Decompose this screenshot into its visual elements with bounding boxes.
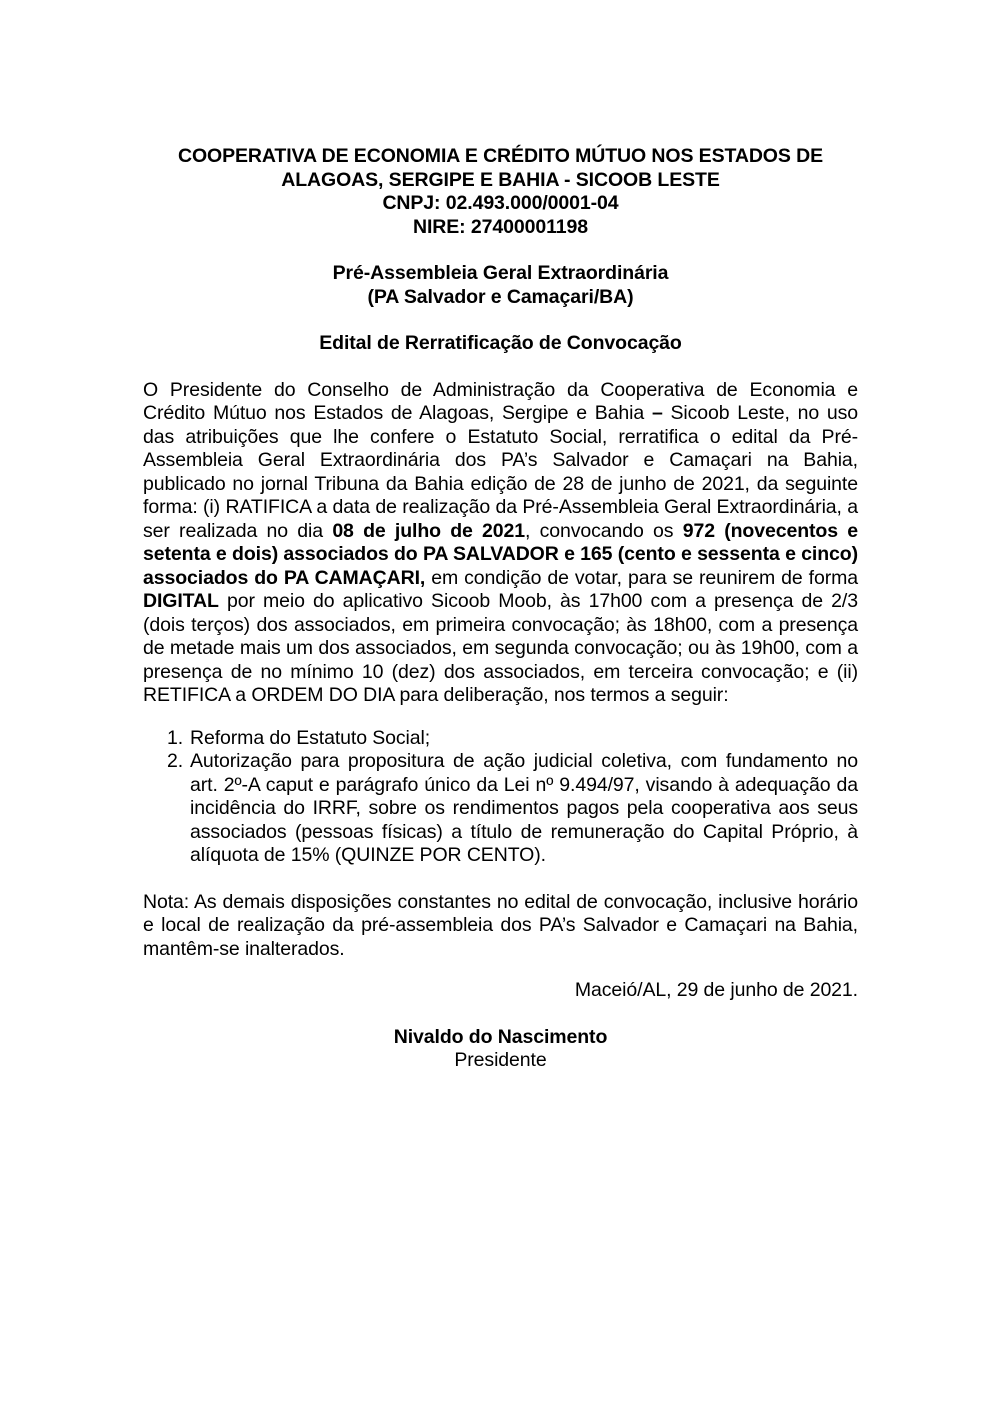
agenda-item-2 xyxy=(143,750,858,868)
paragraph-segment-digital: DIGITAL xyxy=(143,590,219,612)
dateline: Maceió/AL, 29 de junho de 2021. xyxy=(574,979,858,1001)
agenda-list xyxy=(143,727,858,868)
note-paragraph: Nota: As demais disposições constantes no edital de convocação, inclusive horário e local de realização da pré-assembleia dos PA’s Salvador e Camaçari na Bahia, mantêm-se inalterados. xyxy=(143,890,858,960)
document-header xyxy=(143,145,858,239)
meeting-subtitle xyxy=(143,262,858,309)
paragraph-segment: em condição de votar, para se reunirem de forma xyxy=(425,566,858,589)
note-section xyxy=(143,891,858,962)
paragraph-segment: Sicoob Leste, no uso das atribuições que lhe confere o Estatuto Social, rerratifica o edital da Pré-Assembleia Geral Extraordinária dos PA’s Salvador e Camaçari na Bahia, publicado no jornal Tribuna da Bahia edição de 28 de junho de 2021, da seguinte forma: (i) RATIFICA a data de realização da Pré-Assembleia Geral Extraordinária, a ser realizada no dia xyxy=(143,402,858,542)
body-section xyxy=(143,379,858,708)
agenda-item-text: Autorização para propositura de ação judicial coletiva, com fundamento no art. 2º-A caput e parágrafo único da Lei nº 9.494/97, visando à adequação da incidência do IRRF, sobre os rendimentos pagos pela cooperativa aos seus associados (pessoas físicas) a título de remuneração do Capital Próprio, à alíquota de 15% (QUINZE POR CENTO). xyxy=(190,750,858,866)
paragraph-segment-dash: – xyxy=(651,402,663,424)
nire-line: NIRE: 27400001198 xyxy=(412,215,589,238)
agenda-item-number: 1. xyxy=(167,726,184,749)
meeting-title: Pré-Assembleia Geral Extraordinária xyxy=(332,262,669,284)
body-paragraph xyxy=(143,379,858,708)
meeting-location: (PA Salvador e Camaçari/BA) xyxy=(367,285,634,308)
cnpj-line: CNPJ: 02.493.000/0001-04 xyxy=(382,192,619,214)
document-title: Edital de Rerratificação de Convocação xyxy=(319,332,682,354)
paragraph-segment: , convocando os xyxy=(525,519,683,542)
agenda-item-1 xyxy=(143,727,858,751)
paragraph-segment: O Presidente do Conselho de Administração da Cooperativa de Economia e Crédito Mútuo nos Estados de Alagoas, Sergipe e Bahia xyxy=(143,378,858,424)
signature-block xyxy=(143,1026,858,1073)
paragraph-segment-associates: 972 (novecentos e setenta e dois) associados do PA SALVADOR e 165 (cento e sessenta e cinco) associados do PA CAMAÇARI, xyxy=(143,519,858,589)
signature-name: Nivaldo do Nascimento xyxy=(393,1025,608,1048)
document-title-section xyxy=(143,332,858,356)
dateline-section xyxy=(143,979,858,1003)
signature-role: Presidente xyxy=(454,1049,547,1071)
agenda-item-text: Reforma do Estatuto Social; xyxy=(190,726,431,749)
paragraph-segment-date: 08 de julho de 2021 xyxy=(332,519,526,542)
paragraph-segment: por meio do aplicativo Sicoob Moob, às 17h00 com a presença de 2/3 (dois terços) dos associados, em primeira convocação; às 18h00, com a presença de metade mais um dos associados, em segunda convocação; ou às 19h00, com a presença de no mínimo 10 (dez) dos associados, em terceira convocação; e (ii) RETIFICA a ORDEM DO DIA para deliberação, nos termos a seguir: xyxy=(143,590,858,706)
agenda-item-number: 2. xyxy=(167,750,184,772)
org-name-line1: COOPERATIVA DE ECONOMIA E CRÉDITO MÚTUO NOS ESTADOS DE xyxy=(177,145,823,167)
org-name-line2: ALAGOAS, SERGIPE E BAHIA - SICOOB LESTE xyxy=(281,168,720,191)
